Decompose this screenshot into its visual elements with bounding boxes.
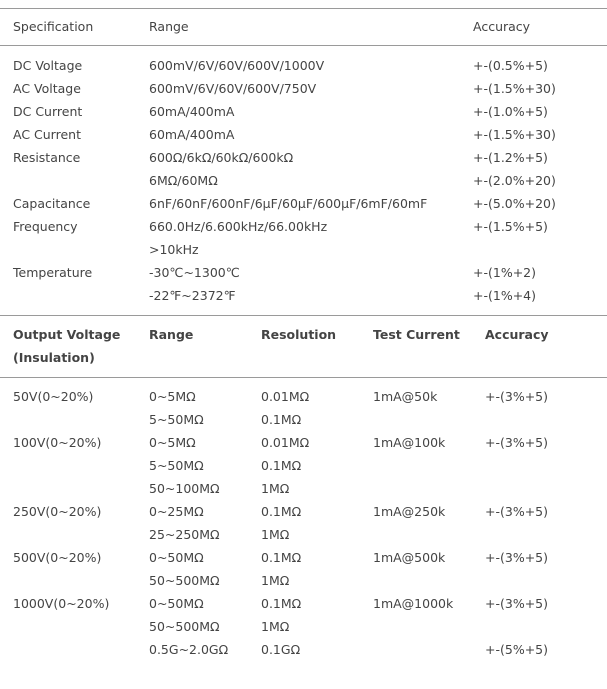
range-cell: 600Ω/6kΩ/60kΩ/600kΩ xyxy=(149,150,294,165)
range-cell: >10kHz xyxy=(149,242,199,257)
range-cell: 6MΩ/60MΩ xyxy=(149,173,218,188)
range-cell: 5~50MΩ xyxy=(149,412,204,427)
header-accuracy: Accuracy xyxy=(485,327,549,342)
accuracy-cell: +-(5.0%+20) xyxy=(473,196,556,211)
range-cell: 6nF/60nF/600nF/6μF/60μF/600μF/6mF/60mF xyxy=(149,196,428,211)
accuracy-cell: +-(1.5%+30) xyxy=(473,127,556,142)
range-cell: 660.0Hz/6.600kHz/66.00kHz xyxy=(149,219,328,234)
accuracy-cell: +-(1.2%+5) xyxy=(473,150,548,165)
header-output-voltage: Output Voltage xyxy=(13,327,121,342)
accuracy-cell: +-(0.5%+5) xyxy=(473,58,548,73)
header-range: Range xyxy=(149,19,189,34)
accuracy-cell: +-(3%+5) xyxy=(485,550,548,565)
section-divider xyxy=(0,315,607,316)
spec-name-cell: DC Current xyxy=(13,104,83,119)
accuracy-cell: +-(3%+5) xyxy=(485,504,548,519)
range-cell: -22℉~2372℉ xyxy=(149,288,236,303)
header-accuracy: Accuracy xyxy=(473,19,531,34)
accuracy-cell: +-(1.5%+5) xyxy=(473,219,548,234)
spec-name-cell: DC Voltage xyxy=(13,58,83,73)
resolution-cell: 1MΩ xyxy=(261,481,290,496)
top-divider xyxy=(0,8,607,9)
voltage-cell: 250V(0~20%) xyxy=(13,504,102,519)
test-current-cell: 1mA@50k xyxy=(373,389,438,404)
resolution-cell: 0.1MΩ xyxy=(261,504,302,519)
voltage-cell: 500V(0~20%) xyxy=(13,550,102,565)
range-cell: 0~50MΩ xyxy=(149,596,204,611)
range-cell: 0~5MΩ xyxy=(149,435,196,450)
header-output-voltage-sub: (Insulation) xyxy=(13,350,95,365)
spec-header-divider xyxy=(0,45,607,46)
voltage-cell: 1000V(0~20%) xyxy=(13,596,110,611)
range-cell: -30℃~1300℃ xyxy=(149,265,240,280)
test-current-cell: 1mA@100k xyxy=(373,435,446,450)
accuracy-cell: +-(1%+2) xyxy=(473,265,536,280)
voltage-cell: 100V(0~20%) xyxy=(13,435,102,450)
spec-name-cell: Temperature xyxy=(13,265,93,280)
accuracy-cell: +-(1.5%+30) xyxy=(473,81,556,96)
accuracy-cell: +-(1%+4) xyxy=(473,288,536,303)
range-cell: 25~250MΩ xyxy=(149,527,220,542)
resolution-cell: 0.1MΩ xyxy=(261,412,302,427)
range-cell: 600mV/6V/60V/600V/1000V xyxy=(149,58,325,73)
spec-name-cell: Resistance xyxy=(13,150,81,165)
resolution-cell: 0.1MΩ xyxy=(261,550,302,565)
test-current-cell: 1mA@250k xyxy=(373,504,446,519)
accuracy-cell: +-(2.0%+20) xyxy=(473,173,556,188)
header-specification: Specification xyxy=(13,19,94,34)
test-current-cell: 1mA@1000k xyxy=(373,596,454,611)
spec-name-cell: Capacitance xyxy=(13,196,91,211)
resolution-cell: 1MΩ xyxy=(261,527,290,542)
insulation-header-divider xyxy=(0,377,607,378)
range-cell: 50~100MΩ xyxy=(149,481,220,496)
range-cell: 60mA/400mA xyxy=(149,104,235,119)
accuracy-cell: +-(5%+5) xyxy=(485,642,548,657)
accuracy-cell: +-(3%+5) xyxy=(485,596,548,611)
range-cell: 60mA/400mA xyxy=(149,127,235,142)
range-cell: 0~25MΩ xyxy=(149,504,204,519)
range-cell: 0.5G~2.0GΩ xyxy=(149,642,229,657)
header-range: Range xyxy=(149,327,194,342)
test-current-cell: 1mA@500k xyxy=(373,550,446,565)
range-cell: 0~5MΩ xyxy=(149,389,196,404)
resolution-cell: 1MΩ xyxy=(261,619,290,634)
voltage-cell: 50V(0~20%) xyxy=(13,389,94,404)
accuracy-cell: +-(1.0%+5) xyxy=(473,104,548,119)
range-cell: 0~50MΩ xyxy=(149,550,204,565)
spec-name-cell: Frequency xyxy=(13,219,78,234)
header-resolution: Resolution xyxy=(261,327,337,342)
spec-name-cell: AC Voltage xyxy=(13,81,81,96)
resolution-cell: 0.01MΩ xyxy=(261,435,310,450)
accuracy-cell: +-(3%+5) xyxy=(485,389,548,404)
range-cell: 600mV/6V/60V/600V/750V xyxy=(149,81,317,96)
resolution-cell: 0.1GΩ xyxy=(261,642,301,657)
resolution-cell: 0.1MΩ xyxy=(261,596,302,611)
accuracy-cell: +-(3%+5) xyxy=(485,435,548,450)
range-cell: 50~500MΩ xyxy=(149,573,220,588)
range-cell: 50~500MΩ xyxy=(149,619,220,634)
resolution-cell: 1MΩ xyxy=(261,573,290,588)
resolution-cell: 0.01MΩ xyxy=(261,389,310,404)
spec-name-cell: AC Current xyxy=(13,127,81,142)
resolution-cell: 0.1MΩ xyxy=(261,458,302,473)
header-test-current: Test Current xyxy=(373,327,460,342)
range-cell: 5~50MΩ xyxy=(149,458,204,473)
